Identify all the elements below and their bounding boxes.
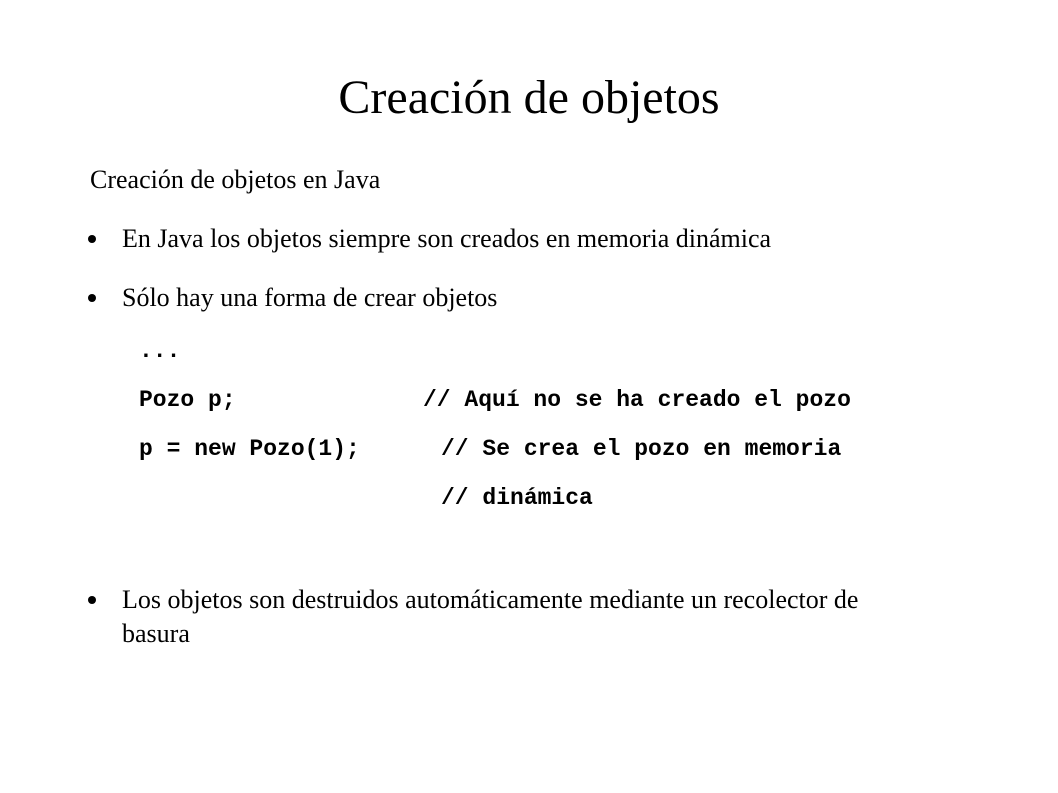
code-comment-instantiation: // Se crea el pozo en memoria <box>441 436 842 462</box>
code-comment-continuation: // dinámica <box>441 485 593 511</box>
code-comment-declaration: // Aquí no se ha creado el pozo <box>423 387 851 413</box>
code-line-instantiation: p = new Pozo(1); <box>139 436 360 462</box>
bullet-dot-icon <box>88 596 96 604</box>
bullet-text: Los objetos son destruidos automáticamente mediante un recolector de basura <box>122 585 859 648</box>
bullet-dot-icon <box>88 235 96 243</box>
slide-title: Creación de objetos <box>338 71 720 124</box>
bullet-text: En Java los objetos siempre son creados en memoria dinámica <box>122 224 772 253</box>
slide-subtitle: Creación de objetos en Java <box>90 165 381 194</box>
bullet-dot-icon <box>88 294 96 302</box>
bullet-text: Sólo hay una forma de crear objetos <box>122 283 498 312</box>
code-line-declaration: Pozo p; <box>139 387 236 413</box>
code-ellipsis: ... <box>139 338 181 364</box>
